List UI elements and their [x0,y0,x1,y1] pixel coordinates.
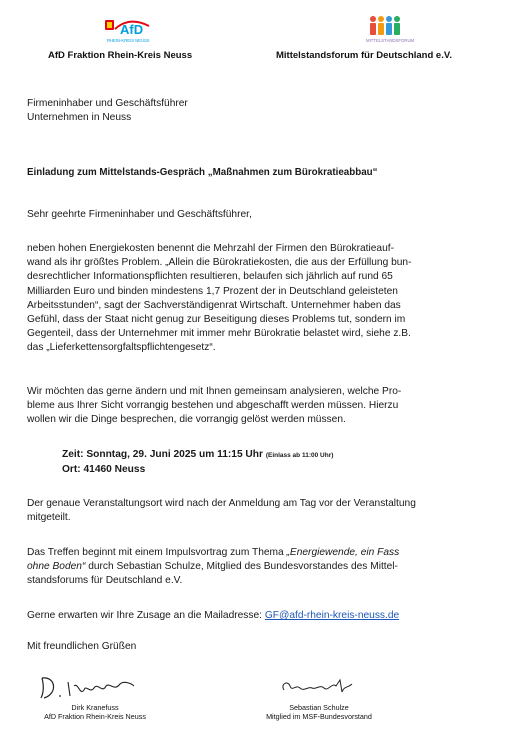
event-time [62,448,333,463]
paragraph-2-line: Wir möchten das gerne ändern und mit Ihnen gemeinsam analysieren, welche Pro- [27,386,402,397]
paragraph-4-line [27,560,489,574]
paragraph-1-line: Arbeitsstunden“, sagt der Sachverständigenrat Wirtschaft. Unternehmer haben das [27,299,401,311]
paragraph-1-line: Gegenteil, dass der Unternehmer mit immer mehr Bürokratie belastet wird, siehe z.B. [27,328,411,340]
talk-title-part-2: ohne Boden“ [27,561,86,573]
paragraph-4-text: durch Sebastian Schulze, Mitglied des Bundesvorstandes des Mittel- [85,561,398,573]
event-place: Ort: 41460 Neuss [62,464,146,475]
paragraph-2 [27,385,489,428]
paragraph-1-line: wand als ihr größtes Problem. „Allein die Bürokratiekosten, die aus der Erfüllung bun- [27,257,412,269]
paragraph-4-line [27,546,489,560]
signature-image-kranefuss [38,672,138,702]
reply-line [27,609,399,623]
left-org-name: AfD Fraktion Rhein-Kreis Neuss [48,50,193,61]
afd-logo-text: AfD [120,22,144,37]
closing: Mit freundlichen Grüßen [27,641,137,652]
event-admission-note: (Einlass ab 11:00 Uhr) [265,452,334,459]
paragraph-4-text: Das Treffen beginnt mit einem Impulsvortrag zum Thema [27,547,287,558]
afd-logo [103,18,151,48]
signature-block-right [252,703,386,721]
msf-logo [364,14,415,48]
signature-image-schulze [278,676,358,698]
signer-name: Dirk Kranefuss [71,703,119,712]
msf-logo-subtext: MITTELSTANDSFORUM [366,38,415,43]
paragraph-3 [27,497,489,525]
paragraph-2-line: wollen wir die Dinge besprechen, die vorrangig gelöst werden müssen. [27,414,346,426]
subject-line: Einladung zum Mittelstands-Gespräch „Maßnahmen zum Bürokratieabbau“ [27,167,378,178]
right-org-name: Mittelstandsforum für Deutschland e.V. [276,50,452,61]
paragraph-1-line: neben hohen Energiekosten benennt die Mehrzahl der Firmen den Bürokratieauf- [27,243,394,254]
paragraph-1-line: Milliarden Euro und binden mindestens 1,7 Prozent der in Deutschland geleisteten [27,285,398,297]
paragraph-1-line: das „Lieferkettensorgfaltspflichtengesetz“. [27,342,216,354]
paragraph-3-line: mitgeteilt. [27,512,71,524]
salutation: Sehr geehrte Firmeninhaber und Geschäftsführer, [27,209,252,220]
recipient-line-1: Firmeninhaber und Geschäftsführer [27,98,188,109]
signer-role: Mitglied im MSF-Bundesvorstand [266,712,372,721]
signer-name: Sebastian Schulze [289,703,349,712]
paragraph-1-line: desrechtlicher Informationspflichten resultieren, belaufen sich jährlich auf rund 65 [27,271,393,283]
afd-logo-subtext: RHEIN-KREIS NEUSS [107,38,150,43]
recipient-line-2: Unternehmen in Neuss [27,112,132,123]
reply-text: Gerne erwarten wir Ihre Zusage an die Mailadresse: [27,610,265,621]
talk-title-part-1: „Energiewende, ein Fass [286,547,400,558]
signer-role: AfD Fraktion Rhein-Kreis Neuss [44,712,146,721]
paragraph-2-line: bleme aus Ihrer Sicht vorrangig bestehen und abgeschafft werden müssen. Hierzu [27,400,399,412]
paragraph-4 [27,546,489,589]
email-link[interactable]: GF@afd-rhein-kreis-neuss.de [264,610,400,621]
paragraph-3-line: Der genaue Veranstaltungsort wird nach der Anmeldung am Tag vor der Veranstaltung [27,498,416,509]
event-time-text: Zeit: Sonntag, 29. Juni 2025 um 11:15 Uhr [62,449,263,460]
signature-block-left [31,703,159,721]
paragraph-4-line: standsforums für Deutschland e.V. [27,575,183,587]
paragraph-1 [27,242,489,356]
paragraph-1-line: Gefühl, dass der Staat nicht genug zur Beseitigung dieses Problems tut, sondern im [27,314,406,326]
